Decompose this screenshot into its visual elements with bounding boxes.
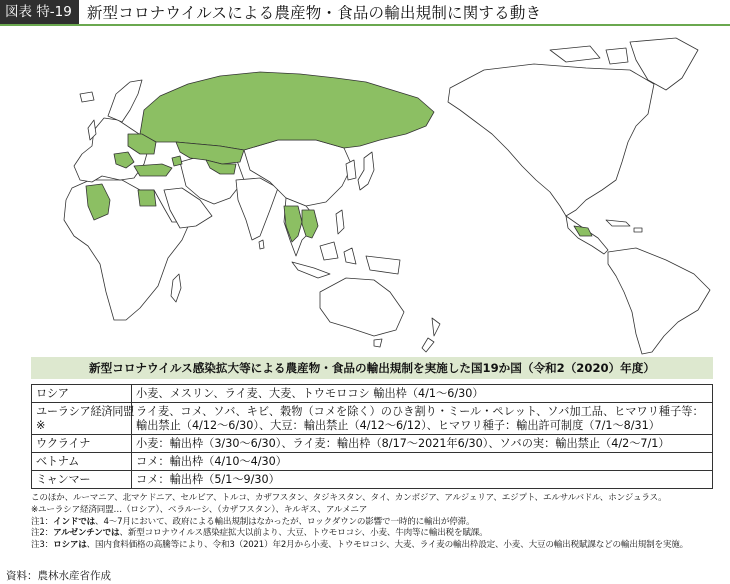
- country-cell: [32, 453, 132, 471]
- country-name: ベトナム: [36, 455, 79, 468]
- south-america-continent: [608, 248, 710, 354]
- note-keyword: ロシアは: [53, 540, 87, 551]
- turkey-highlight: [134, 164, 172, 176]
- table-row: [32, 471, 713, 489]
- note-text: 、国内食料価格の高騰等により、令和3（2021）年2月から小麦、トウモロコシ、大麦、ライ麦の輸出枠設定、小麦、大豆の輸出税賦課などの輸出規制を実施。: [86, 540, 689, 551]
- table-row: [32, 453, 713, 471]
- iceland-island: [80, 92, 94, 102]
- new-zealand-islands: [422, 318, 440, 352]
- australia-continent: [320, 278, 404, 336]
- note-mark: ※: [36, 419, 46, 432]
- north-america-continent: [448, 64, 654, 216]
- japan-islands: [358, 152, 374, 190]
- country-cell: [32, 471, 132, 489]
- note-keyword: インドでは: [53, 516, 96, 527]
- country-name: ウクライナ: [36, 437, 91, 450]
- india-subcontinent: [236, 178, 278, 240]
- detail-cell: 小麦、メスリン、ライ麦、大麦、トウモロコシ 輸出枠（4/1～6/30）: [132, 385, 713, 403]
- country-cell: [32, 435, 132, 453]
- sri-lanka-island: [259, 240, 264, 249]
- source-credit: 資料：農林水産省作成: [6, 570, 111, 582]
- notes-block: [31, 493, 721, 552]
- table-row: [32, 385, 713, 403]
- figure-tag: 図表 特-19: [0, 0, 79, 24]
- world-map: [30, 30, 720, 355]
- note-others: このほか、ルーマニア、北マケドニア、セルビア、トルコ、カザフスタン、タジキスタン、タイ、カンボジア、アルジェリア、エジプト、エルサルバドル、ホンジュラス。: [31, 493, 667, 503]
- russia-highlight: [140, 72, 434, 150]
- arctic-islands: [550, 46, 628, 64]
- table-row: [32, 403, 713, 435]
- export-regulation-table: [31, 384, 713, 489]
- note-label: 注2：: [31, 528, 54, 539]
- indonesia-islands: [292, 242, 356, 278]
- note-3: [31, 540, 721, 552]
- detail-cell: 小麦：輸出枠（3/30～6/30）、ライ麦：輸出枠（8/17～2021年6/30）、ソバの実：輸出禁止（4/2～7/1）: [132, 435, 713, 453]
- country-name: ミャンマー: [36, 473, 91, 486]
- country-name: ユーラシア経済同盟: [36, 405, 134, 418]
- tasmania-island: [374, 339, 382, 347]
- philippines-islands: [336, 210, 344, 234]
- caucasus-highlight: [172, 156, 182, 166]
- detail-cell: ライ麦、コメ、ソバ、キビ、穀物（コメを除く）のひき割り・ミール・ペレット、ソバ加工品、ヒマワリ種子等：輸出禁止（4/12～6/30）、大豆：輸出禁止（4/12～6/12）、ヒマワリ種子：輸出許可制度（7/1～8/31）: [132, 403, 713, 435]
- note-label: 注1：: [31, 516, 54, 527]
- new-guinea-island: [366, 256, 400, 274]
- detail-cell: コメ：輸出枠（4/10～4/30）: [132, 453, 713, 471]
- note-keyword: アルゼンチンでは: [53, 528, 120, 539]
- note-text: 、新型コロナウイルス感染症拡大以前より、大豆、トウモロコシ、小麦、牛肉等に輸出税を賦課。: [119, 528, 488, 539]
- note-text: 、4～7月において、政府による輸出規制はなかったが、ロックダウンの影響で一時的に輸出が停滞。: [95, 516, 475, 527]
- detail-cell: コメ：輸出枠（5/1～9/30）: [132, 471, 713, 489]
- figure-header: [0, 0, 730, 26]
- madagascar-island: [171, 274, 181, 302]
- note-label: 注3：: [31, 540, 54, 551]
- figure-title: 新型コロナウイルスによる農産物・食品の輸出規制に関する動き: [86, 4, 542, 22]
- scandinavia-region: [108, 80, 142, 122]
- note-1: [31, 517, 721, 529]
- country-cell: [32, 403, 132, 435]
- egypt-highlight: [138, 190, 156, 206]
- note-2: [31, 528, 721, 540]
- table-caption: 新型コロナウイルス感染拡大等による農産物・食品の輸出規制を実施した国19か国（令和2（2020）年度）: [31, 357, 713, 379]
- korea-peninsula: [346, 160, 356, 180]
- country-cell: [32, 385, 132, 403]
- caribbean-islands: [606, 220, 642, 232]
- note-eaeu: ※ユーラシア経済同盟…（ロシア）、ベラルーシ、（カザフスタン）、キルギス、アルメニア: [31, 504, 368, 515]
- table-row: [32, 435, 713, 453]
- country-name: ロシア: [36, 387, 69, 400]
